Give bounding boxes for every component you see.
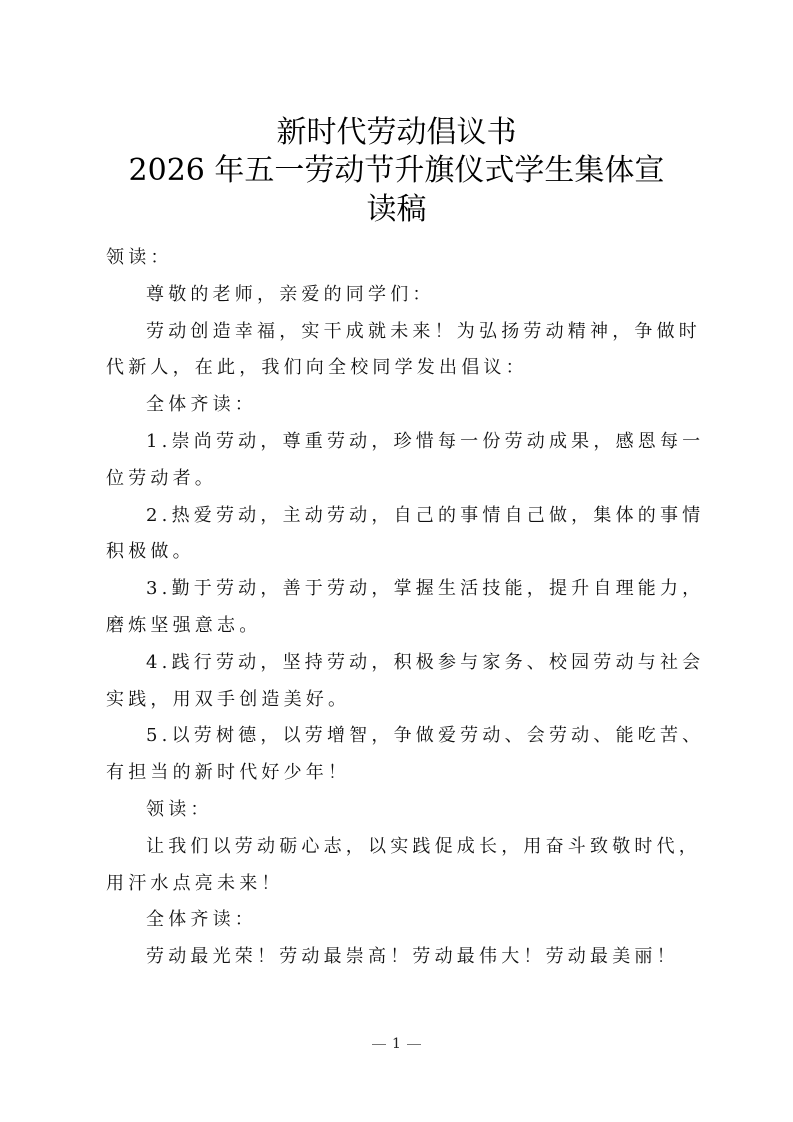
text-line: 领读： (106, 247, 173, 268)
text-line: 全体齐读： (146, 909, 257, 931)
document-body (106, 240, 705, 976)
text-line: 代新人，在此，我们向全校同学发出倡议： (106, 357, 528, 379)
text-line: 劳动创造幸福，实干成就未来！为弘扬劳动精神，争做时 (146, 320, 701, 342)
document-title-line-3: 读稿 (366, 192, 427, 227)
text-line: 有担当的新时代好少年！ (106, 762, 351, 784)
text-line: 2.热爱劳动，主动劳动，自己的事情自己做，集体的事情 (146, 504, 705, 526)
document-title-line-1: 新时代劳动倡议书 (276, 115, 517, 150)
page-number-footer (0, 1036, 793, 1052)
text-line: 实践，用双手创造美好。 (106, 688, 351, 710)
dash-right (407, 1044, 421, 1045)
text-line: 让我们以劳动砺心志，以实践促成长，用奋斗致敬时代， (146, 835, 701, 857)
document-title-line-2: 2026 年五一劳动节升旗仪式学生集体宣 (128, 153, 665, 188)
page-number: 1 (392, 1036, 401, 1052)
text-line: 1.崇尚劳动，尊重劳动，珍惜每一份劳动成果，感恩每一 (146, 430, 705, 452)
text-line: 积极做。 (106, 541, 195, 563)
text-line: 全体齐读： (146, 394, 257, 416)
text-line: 劳动最光荣！劳动最崇高！劳动最伟大！劳动最美丽！ (146, 946, 679, 968)
text-line: 3.勤于劳动，善于劳动，掌握生活技能，提升自理能力， (146, 578, 705, 600)
text-line: 位劳动者。 (106, 467, 217, 489)
text-line: 领读： (146, 798, 213, 820)
text-line: 5.以劳树德，以劳增智，争做爱劳动、会劳动、能吃苦、 (146, 725, 705, 747)
dash-left (372, 1044, 386, 1045)
text-line: 4.践行劳动，坚持劳动，积极参与家务、校园劳动与社会 (146, 651, 705, 673)
text-line: 用汗水点亮未来！ (106, 872, 284, 894)
text-line: 磨炼坚强意志。 (106, 614, 262, 636)
text-line: 尊敬的老师，亲爱的同学们： (146, 283, 435, 305)
